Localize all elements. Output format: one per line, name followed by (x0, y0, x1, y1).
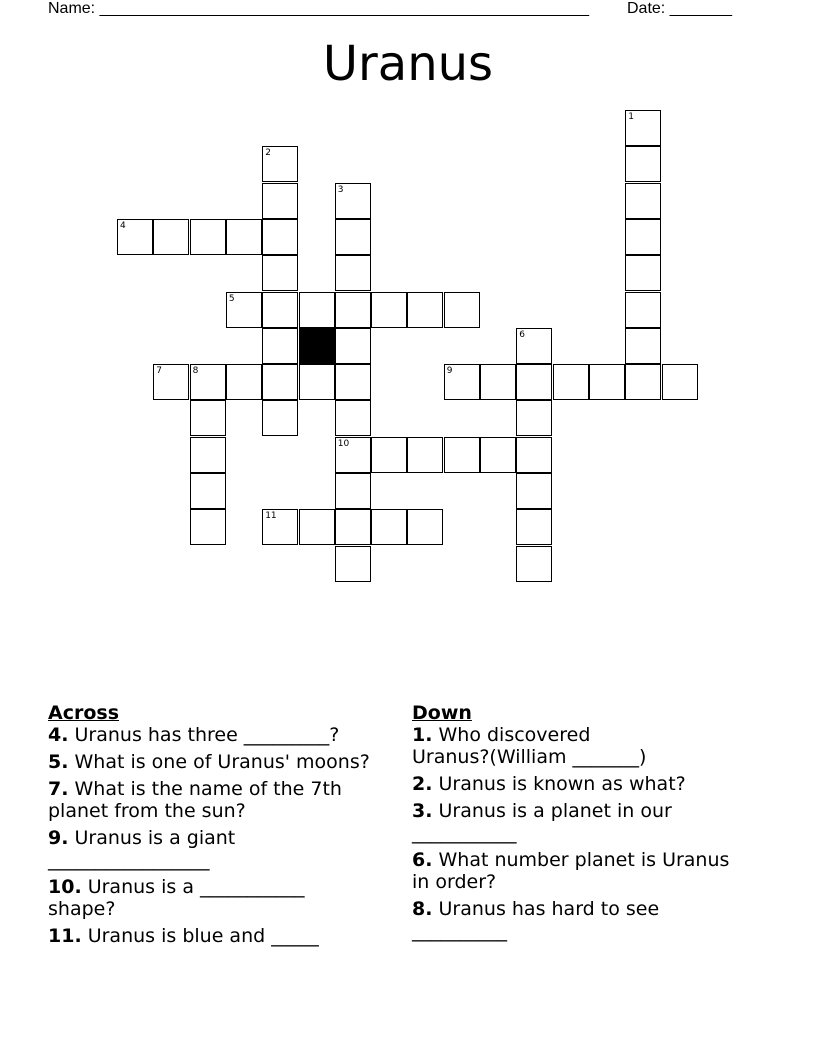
grid-cell-4[interactable] (117, 219, 153, 255)
clue-down-3: 3. Uranus is a planet in our ___________ (412, 800, 672, 844)
grid-cell-5[interactable] (226, 292, 262, 328)
grid-cell[interactable] (516, 437, 552, 473)
grid-cell[interactable] (371, 437, 407, 473)
grid-cell[interactable] (371, 509, 407, 545)
grid-cell[interactable] (226, 364, 262, 400)
grid-cell[interactable] (262, 328, 298, 364)
clue-number: 4 (120, 220, 126, 231)
across-heading: Across (48, 702, 120, 724)
clue-down-6: 6. What number planet is Uranus in order? (412, 849, 730, 893)
grid-cell[interactable] (335, 328, 371, 364)
grid-cell[interactable] (516, 400, 552, 436)
grid-cell[interactable] (153, 219, 189, 255)
across-clues (48, 702, 388, 952)
grid-cell[interactable] (625, 146, 661, 182)
grid-cell[interactable] (335, 292, 371, 328)
grid-cell[interactable] (480, 437, 516, 473)
grid-cell[interactable] (625, 292, 661, 328)
grid-cell[interactable] (625, 183, 661, 219)
name-blank[interactable]: _______________________________________________________ (99, 0, 589, 17)
grid-cell[interactable] (299, 292, 335, 328)
clue-number: 8 (192, 366, 199, 377)
grid-cell[interactable] (262, 292, 298, 328)
date-blank[interactable]: _______ (669, 0, 732, 17)
clue-across-10: 10. Uranus is a ___________ shape? (48, 876, 305, 920)
grid-cell[interactable] (190, 437, 226, 473)
black-cell (299, 328, 335, 364)
grid-cell-1[interactable] (625, 110, 661, 146)
grid-cell[interactable] (190, 473, 226, 509)
grid-cell[interactable] (589, 364, 625, 400)
clue-across-11: 11. Uranus is blue and _____ (48, 925, 319, 947)
clue-number: 9 (446, 366, 453, 377)
clue-down-1: 1. Who discovered Uranus?(William _______) (412, 724, 647, 768)
grid-cell-6[interactable] (516, 328, 552, 364)
grid-cell[interactable] (262, 400, 298, 436)
clue-number: 11 (265, 511, 277, 522)
clue-number: 5 (228, 293, 235, 304)
grid-cell-3[interactable] (335, 183, 371, 219)
grid-cell[interactable] (625, 364, 661, 400)
grid-cell[interactable] (190, 400, 226, 436)
clue-across-7: 7. What is the name of the 7th planet from the sun? (48, 778, 342, 822)
grid-cell[interactable] (662, 364, 698, 400)
grid-cell[interactable] (262, 255, 298, 291)
grid-cell[interactable] (407, 292, 443, 328)
grid-cell[interactable] (262, 219, 298, 255)
grid-cell[interactable] (226, 219, 262, 255)
grid-cell-9[interactable] (444, 364, 480, 400)
grid-cell[interactable] (407, 509, 443, 545)
grid-cell[interactable] (190, 219, 226, 255)
grid-cell[interactable] (516, 473, 552, 509)
down-heading: Down (412, 702, 472, 724)
clue-number: 6 (519, 329, 526, 340)
grid-cell[interactable] (299, 509, 335, 545)
grid-cell[interactable] (335, 219, 371, 255)
grid-cell[interactable] (516, 546, 552, 582)
clue-number: 10 (337, 438, 350, 449)
clue-down-8: 8. Uranus has hard to see __________ (412, 898, 660, 942)
clue-across-4: 4. Uranus has three _________? (48, 724, 340, 746)
clue-number: 7 (156, 366, 163, 377)
clue-number: 2 (265, 148, 271, 159)
grid-cell[interactable] (407, 437, 443, 473)
grid-cell-10[interactable] (335, 437, 371, 473)
grid-cell[interactable] (190, 509, 226, 545)
clue-across-5: 5. What is one of Uranus' moons? (48, 751, 370, 773)
grid-cell[interactable] (625, 219, 661, 255)
name-label: Name: (48, 0, 96, 17)
clue-down-2: 2. Uranus is known as what? (412, 773, 686, 795)
grid-cell[interactable] (335, 473, 371, 509)
grid-cell-7[interactable] (153, 364, 189, 400)
grid-cell[interactable] (371, 292, 407, 328)
grid-cell[interactable] (262, 364, 298, 400)
grid-cell[interactable] (480, 364, 516, 400)
grid-cell[interactable] (262, 183, 298, 219)
grid-cell-11[interactable] (262, 509, 298, 545)
date-label: Date: (627, 0, 666, 17)
puzzle-title: Uranus (322, 36, 494, 92)
clue-across-9: 9. Uranus is a giant _________________ (48, 827, 236, 871)
grid-cell[interactable] (625, 328, 661, 364)
grid-cell[interactable] (516, 364, 552, 400)
grid-cell[interactable] (625, 255, 661, 291)
grid-cell[interactable] (335, 546, 371, 582)
clue-number: 1 (628, 112, 634, 122)
grid-cell[interactable] (553, 364, 589, 400)
grid-cell[interactable] (335, 255, 371, 291)
grid-cell[interactable] (516, 509, 552, 545)
grid-cell-8[interactable] (190, 364, 226, 400)
down-clues (412, 702, 752, 947)
grid-cell[interactable] (335, 400, 371, 436)
grid-cell[interactable] (335, 509, 371, 545)
grid-cell[interactable] (299, 364, 335, 400)
clue-number: 3 (337, 184, 344, 195)
grid-cell[interactable] (444, 437, 480, 473)
grid-cell[interactable] (444, 292, 480, 328)
grid-cell[interactable] (335, 364, 371, 400)
grid-cell-2[interactable] (262, 146, 298, 182)
